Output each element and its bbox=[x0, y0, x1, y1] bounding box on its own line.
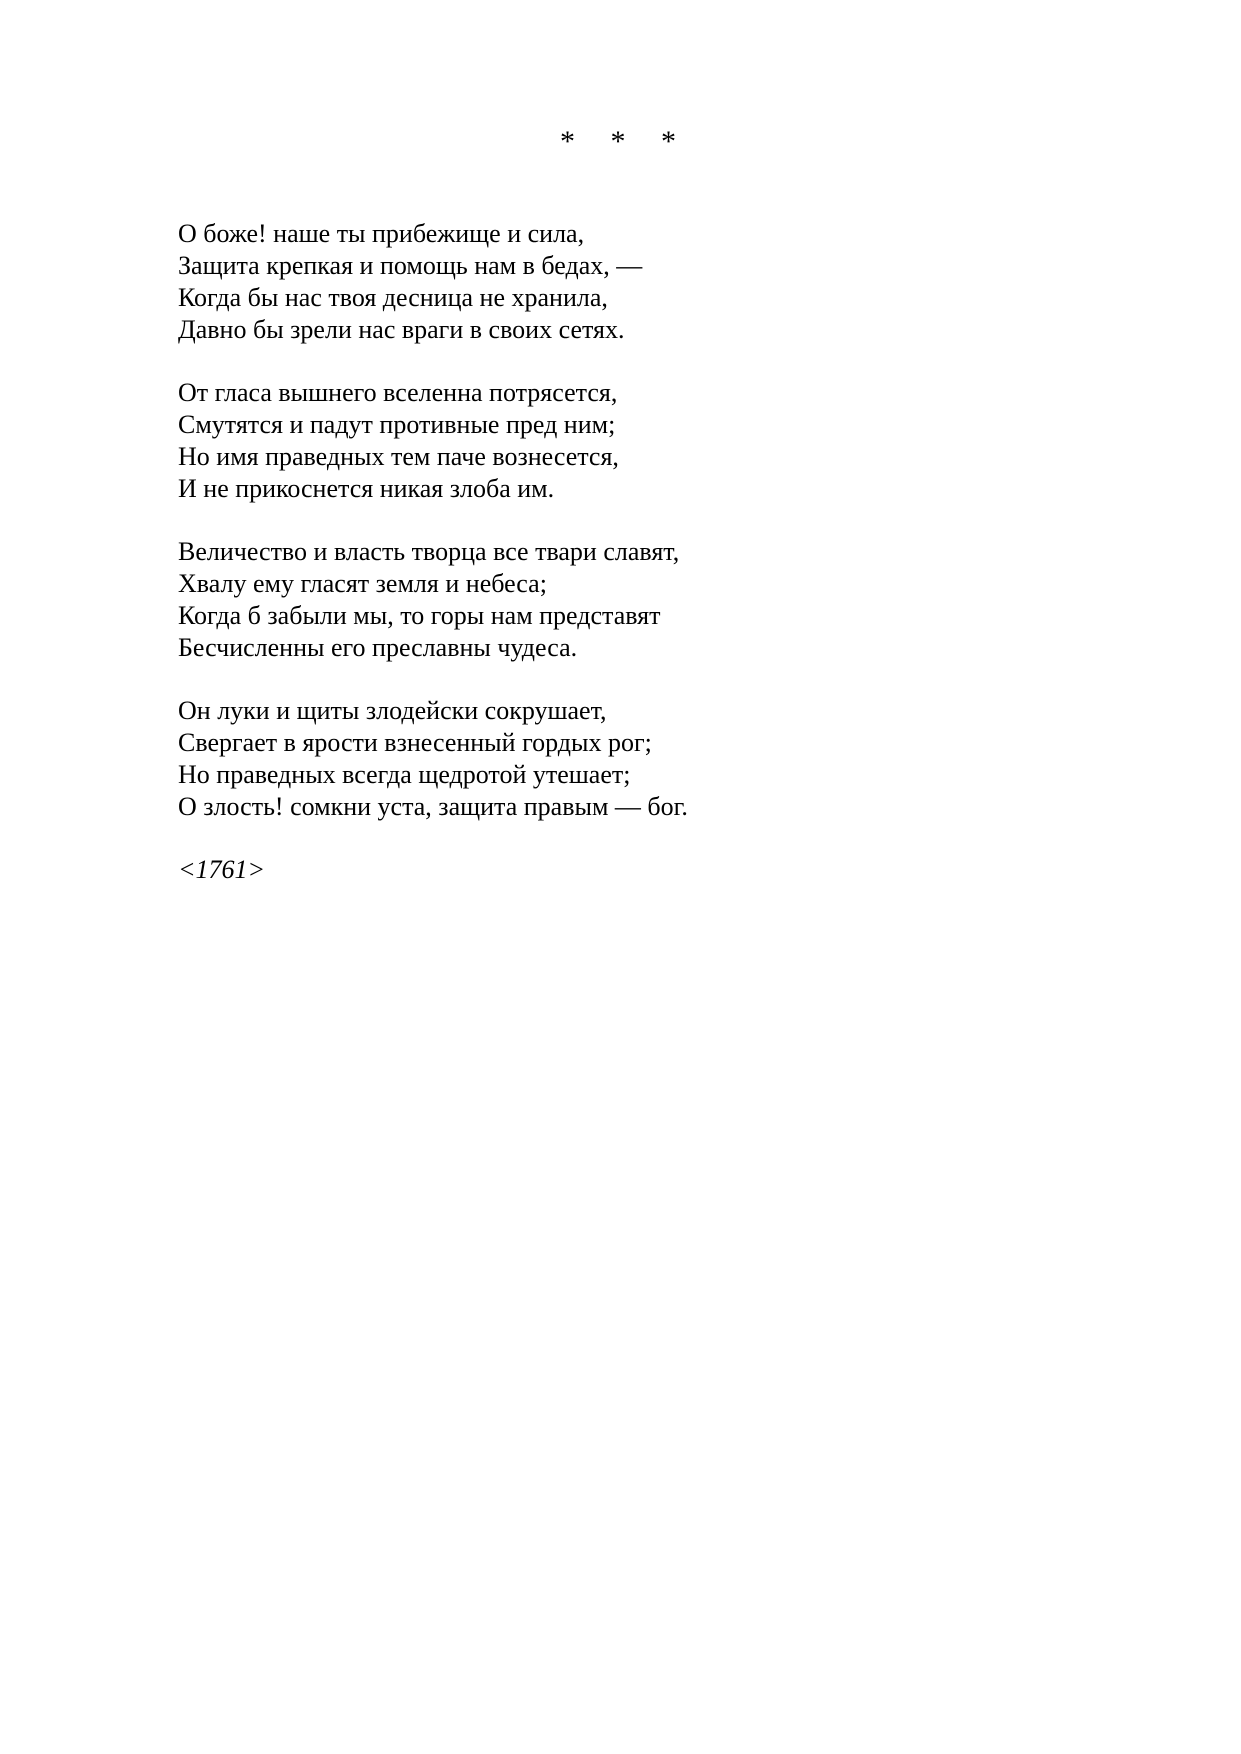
poem-line: Бесчисленны его преславны чудеса. bbox=[178, 633, 578, 662]
poem-line: О злость! сомкни уста, защита правым — бог. bbox=[178, 792, 688, 821]
stanza-1 bbox=[178, 218, 1078, 346]
poem-line: Величество и власть творца все твари славят, bbox=[178, 537, 680, 566]
poem-line: Когда бы нас твоя десница не хранила, bbox=[178, 283, 608, 312]
poem-line: Он луки и щиты злодейски сокрушает, bbox=[178, 696, 607, 725]
poem-body bbox=[178, 218, 1078, 886]
poem-line: Смутятся и падут противные пред ним; bbox=[178, 410, 616, 439]
poem-title: * * * bbox=[560, 125, 690, 158]
poem-line: Но праведных всегда щедротой утешает; bbox=[178, 760, 631, 789]
poem-line: И не прикоснется никая злоба им. bbox=[178, 474, 555, 503]
poem-line: Давно бы зрели нас враги в своих сетях. bbox=[178, 315, 625, 344]
poem-line: Свергает в ярости взнесенный гордых рог; bbox=[178, 728, 652, 757]
stanza-4 bbox=[178, 695, 1078, 823]
stanza-2 bbox=[178, 377, 1078, 505]
poem-line: Но имя праведных тем паче вознесется, bbox=[178, 442, 619, 471]
poem-date: <1761> bbox=[178, 855, 266, 884]
poem-line: От гласа вышнего вселенна потрясется, bbox=[178, 378, 618, 407]
poem-line: Защита крепкая и помощь нам в бедах, — bbox=[178, 251, 643, 280]
poem-line: Когда б забыли мы, то горы нам представят bbox=[178, 601, 661, 630]
stanza-3 bbox=[178, 536, 1078, 664]
poem-line: Хвалу ему гласят земля и небеса; bbox=[178, 569, 547, 598]
poem-line: О боже! наше ты прибежище и сила, bbox=[178, 219, 585, 248]
